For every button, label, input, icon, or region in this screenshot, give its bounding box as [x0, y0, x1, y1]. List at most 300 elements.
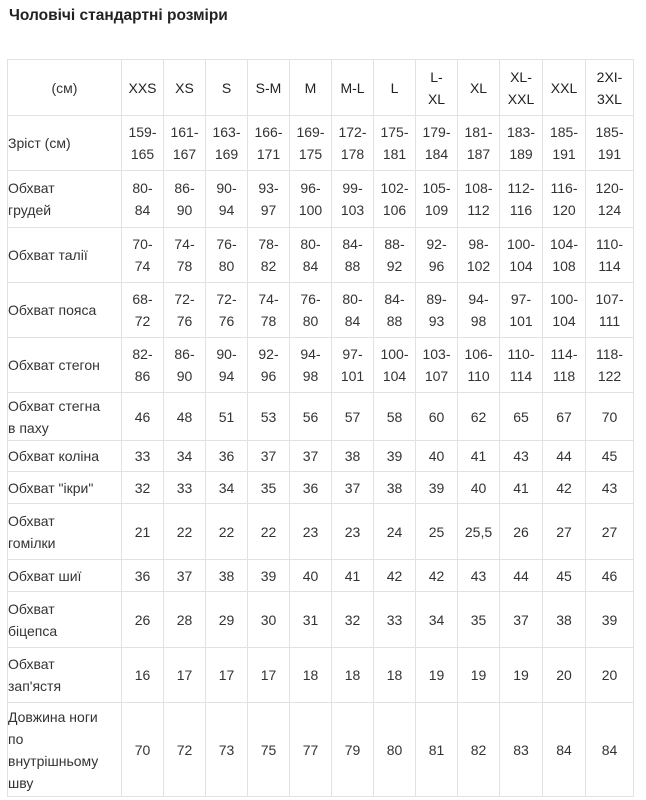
cell-text-line: 169 [214, 146, 239, 162]
cell-text-line: 39 [601, 611, 618, 628]
cell-text-line: 42 [556, 479, 572, 496]
table-cell [586, 504, 634, 560]
cell-text-line: 78- [258, 236, 279, 252]
table-cell [586, 393, 634, 441]
cell-text-line: 181- [464, 124, 493, 140]
cell-text-line: 109 [424, 202, 449, 218]
row-label [8, 472, 122, 504]
table-cell [206, 703, 248, 797]
table-cell [122, 592, 164, 648]
cell-text-line: 98- [468, 236, 489, 252]
cell-text-line: 27 [556, 523, 572, 540]
table-row [8, 592, 634, 648]
table-cell [374, 472, 416, 504]
cell-text-line: Обхват [8, 600, 55, 617]
table-cell [586, 703, 634, 797]
table-row [8, 472, 634, 504]
cell-text-line: 102 [466, 258, 491, 274]
cell-text-line: 44 [513, 567, 529, 584]
cell-text-line: 106 [382, 202, 407, 218]
table-cell [290, 228, 332, 283]
cell-text-line: 17 [260, 667, 277, 683]
table-cell [122, 171, 164, 228]
table-cell [332, 472, 374, 504]
table-cell [374, 283, 416, 338]
table-cell [543, 338, 586, 393]
table-cell [206, 592, 248, 648]
table-cell [164, 338, 206, 393]
table-cell [122, 703, 164, 797]
cell-text-line: 191 [552, 146, 576, 162]
table-cell [500, 472, 543, 504]
cell-text-line: 92- [258, 346, 279, 362]
cell-text-line: 183- [506, 124, 536, 140]
table-cell [206, 338, 248, 393]
cell-text-line: 43 [601, 479, 618, 496]
header-row [8, 60, 634, 116]
cell-text-line: 76- [216, 236, 237, 252]
cell-text-line: XL [427, 90, 446, 107]
table-cell [332, 338, 374, 393]
table-cell [122, 472, 164, 504]
cell-text-line: 23 [344, 523, 361, 540]
table-cell [416, 441, 458, 472]
table-cell [248, 703, 290, 797]
cell-text-line: 45 [601, 448, 618, 464]
cell-text-line: 80- [300, 236, 321, 252]
cell-text-line: 37 [260, 448, 277, 464]
table-cell [290, 472, 332, 504]
cell-text-line: 29 [218, 611, 235, 628]
table-cell [248, 441, 290, 472]
cell-text-line: 22 [176, 523, 193, 540]
cell-text-line: 42 [386, 567, 403, 584]
cell-text-line: 88 [386, 313, 403, 329]
row-label [8, 592, 122, 648]
cell-text-line: XXL [507, 90, 535, 107]
table-cell [458, 171, 500, 228]
cell-text-line: 185- [549, 124, 579, 140]
row-label [8, 504, 122, 560]
table-cell [500, 703, 543, 797]
cell-text-line: 93 [428, 313, 445, 329]
table-cell [374, 171, 416, 228]
table-cell [164, 441, 206, 472]
cell-text-line: 76 [218, 313, 235, 329]
cell-text-line: 27 [601, 523, 618, 540]
cell-text-line: 31 [302, 611, 319, 628]
cell-text-line: Довжина ноги [8, 708, 98, 725]
table-cell [500, 283, 543, 338]
table-cell [332, 648, 374, 703]
table-cell [290, 648, 332, 703]
table-cell [206, 648, 248, 703]
cell-text-line: 97- [342, 346, 363, 362]
cell-text-line: 17 [218, 667, 235, 683]
cell-text-line: 191 [597, 146, 622, 162]
table-cell [374, 560, 416, 592]
table-cell [122, 504, 164, 560]
row-label [8, 560, 122, 592]
row-label [8, 703, 122, 797]
table-cell [290, 441, 332, 472]
cell-text-line: 86 [134, 368, 151, 384]
table-cell [458, 228, 500, 283]
size-header [458, 60, 500, 116]
cell-text-line: XS [175, 79, 194, 96]
table-cell [500, 504, 543, 560]
cell-text-line: 184 [424, 146, 449, 162]
cell-text-line: 37 [344, 479, 361, 496]
table-cell [586, 592, 634, 648]
table-cell [543, 560, 586, 592]
cell-text-line: 34 [428, 611, 445, 628]
page-title: Чоловічі стандартні розміри [9, 7, 228, 24]
cell-text-line: 96 [260, 368, 277, 384]
cell-text-line: 32 [344, 611, 361, 628]
size-header [206, 60, 248, 116]
cell-text-line: 96- [300, 180, 321, 196]
cell-text-line: 70- [132, 236, 153, 252]
row-label [8, 648, 122, 703]
table-cell [586, 171, 634, 228]
cell-text-line: 67 [556, 408, 572, 425]
cell-text-line: 178 [340, 146, 365, 162]
cell-text-line: 107- [595, 291, 624, 307]
cell-text-line: 40 [302, 567, 319, 584]
cell-text-line: 114 [598, 258, 621, 274]
cell-text-line: 37 [302, 448, 319, 464]
table-cell [374, 441, 416, 472]
table-cell [500, 393, 543, 441]
cell-text-line: 80- [132, 180, 153, 196]
cell-text-line: 28 [176, 611, 193, 628]
table-cell [416, 703, 458, 797]
cell-text-line: 101 [509, 313, 533, 329]
table-cell [374, 648, 416, 703]
table-row [8, 116, 634, 171]
cell-text-line: 90- [216, 180, 237, 196]
cell-text-line: зап'ястя [8, 678, 62, 694]
table-cell [248, 283, 290, 338]
cell-text-line: 22 [260, 523, 277, 540]
table-cell [206, 171, 248, 228]
cell-text-line: 81 [428, 741, 445, 758]
cell-text-line: 19 [513, 667, 529, 683]
cell-text-line: S-M [255, 79, 282, 96]
table-cell [500, 441, 543, 472]
cell-text-line: 84 [601, 741, 618, 758]
table-cell [206, 472, 248, 504]
cell-text-line: 171 [256, 146, 281, 162]
cell-text-line: 120- [595, 180, 624, 196]
table-cell [500, 338, 543, 393]
cell-text-line: 124 [597, 202, 622, 218]
table-row [8, 504, 634, 560]
cell-text-line: 101 [340, 368, 365, 384]
table-cell [164, 228, 206, 283]
cell-text-line: XXL [550, 79, 578, 96]
cell-text-line: XL- [510, 68, 532, 85]
cell-text-line: 72- [174, 291, 195, 307]
table-cell [458, 504, 500, 560]
cell-text-line: S [221, 79, 232, 96]
table-cell [122, 560, 164, 592]
cell-text-line: 36 [134, 567, 151, 584]
cell-text-line: 100- [549, 291, 579, 307]
table-cell [543, 504, 586, 560]
unit-header: (см) [8, 60, 122, 116]
cell-text-line: 77 [302, 741, 319, 758]
cell-text-line: 187 [466, 146, 491, 162]
size-header [416, 60, 458, 116]
cell-text-line: 172- [338, 124, 367, 140]
cell-text-line: 108- [464, 180, 493, 196]
cell-text-line: 40 [428, 448, 445, 464]
row-label [8, 338, 122, 393]
cell-text-line: 42 [428, 567, 445, 584]
cell-text-line: 103 [340, 202, 365, 218]
cell-text-line: Обхват стегна [8, 397, 101, 414]
size-header [248, 60, 290, 116]
cell-text-line: 114 [509, 368, 533, 384]
cell-text-line: 86- [174, 180, 195, 196]
table-cell [458, 592, 500, 648]
cell-text-line: 70 [601, 408, 618, 425]
table-cell [416, 283, 458, 338]
table-cell [374, 592, 416, 648]
cell-text-line: 18 [386, 667, 403, 683]
cell-text-line: 43 [470, 567, 487, 584]
table-cell [332, 441, 374, 472]
table-cell [248, 560, 290, 592]
cell-text-line: 58 [386, 408, 403, 425]
cell-text-line: 35 [260, 479, 277, 496]
cell-text-line: 35 [470, 611, 487, 628]
cell-text-line: 74- [258, 291, 279, 307]
table-cell [332, 116, 374, 171]
cell-text-line: 189 [509, 146, 533, 162]
table-cell [416, 228, 458, 283]
table-cell [543, 283, 586, 338]
cell-text-line: XXS [128, 79, 157, 96]
cell-text-line: 100- [506, 236, 536, 252]
cell-text-line: 92 [386, 258, 403, 274]
table-cell [458, 393, 500, 441]
cell-text-line: Обхват "ікри" [8, 479, 94, 496]
size-table [7, 59, 634, 797]
table-row [8, 338, 634, 393]
cell-text-line: 86- [174, 346, 195, 362]
cell-text-line: 102- [380, 180, 409, 196]
table-cell [332, 228, 374, 283]
cell-text-line: 80 [218, 258, 235, 274]
cell-text-line: 39 [428, 479, 445, 496]
table-cell [586, 648, 634, 703]
cell-text-line: 112 [467, 202, 490, 218]
cell-text-line: 104- [549, 236, 579, 252]
cell-text-line: Зріст (см) [8, 135, 71, 151]
cell-text-line: 80- [342, 291, 363, 307]
cell-text-line: по [8, 730, 24, 747]
cell-text-line: L [390, 79, 399, 96]
table-body [8, 116, 634, 797]
cell-text-line: 122 [597, 368, 622, 384]
cell-text-line: 106- [464, 346, 493, 362]
table-cell [290, 504, 332, 560]
cell-text-line: 116 [509, 202, 533, 218]
table-cell [416, 504, 458, 560]
table-cell [458, 703, 500, 797]
table-cell [164, 592, 206, 648]
cell-text-line: Обхват [8, 180, 55, 196]
table-cell [543, 703, 586, 797]
table-cell [586, 228, 634, 283]
table-cell [543, 648, 586, 703]
cell-text-line: 179- [422, 124, 451, 140]
size-header [374, 60, 416, 116]
cell-text-line: 78 [176, 258, 193, 274]
cell-text-line: 94 [218, 368, 235, 384]
table-cell [290, 283, 332, 338]
table-row [8, 703, 634, 797]
cell-text-line: 25,5 [464, 523, 493, 540]
cell-text-line: 30 [260, 611, 277, 628]
cell-text-line: 22 [218, 523, 235, 540]
table-cell [248, 171, 290, 228]
size-header [543, 60, 586, 116]
table-cell [248, 504, 290, 560]
cell-text-line: 84 [344, 313, 361, 329]
cell-text-line: 90 [176, 202, 193, 218]
table-cell [206, 116, 248, 171]
table-cell [586, 560, 634, 592]
table-cell [248, 472, 290, 504]
cell-text-line: 74- [174, 236, 195, 252]
cell-text-line: 181 [382, 146, 407, 162]
cell-text-line: 18 [302, 667, 319, 683]
cell-text-line: Обхват [8, 656, 55, 672]
cell-text-line: 76 [176, 313, 193, 329]
table-cell [500, 648, 543, 703]
cell-text-line: 97- [510, 291, 532, 307]
cell-text-line: 92- [426, 236, 447, 252]
cell-text-line: 36 [302, 479, 319, 496]
cell-text-line: 159- [128, 124, 157, 140]
cell-text-line: 48 [176, 408, 193, 425]
table-cell [458, 283, 500, 338]
cell-text-line: 43 [513, 448, 529, 464]
cell-text-line: 74 [134, 258, 151, 274]
cell-text-line: 100 [298, 202, 323, 218]
size-header [332, 60, 374, 116]
table-cell [290, 393, 332, 441]
table-cell [374, 338, 416, 393]
table-cell [290, 116, 332, 171]
cell-text-line: 19 [428, 667, 445, 683]
cell-text-line: 21 [134, 523, 151, 540]
cell-text-line: 110 [467, 368, 490, 384]
table-cell [416, 171, 458, 228]
cell-text-line: L- [430, 68, 443, 85]
table-cell [586, 116, 634, 171]
table-cell [164, 703, 206, 797]
table-cell [500, 116, 543, 171]
cell-text-line: в паху [8, 419, 49, 436]
cell-text-line: 26 [134, 611, 151, 628]
cell-text-line: 120 [552, 202, 576, 218]
table-cell [458, 338, 500, 393]
table-cell [374, 228, 416, 283]
table-cell [164, 560, 206, 592]
cell-text-line: 46 [134, 408, 151, 425]
size-header [586, 60, 634, 116]
cell-text-line: 116- [550, 180, 578, 196]
table-cell [290, 338, 332, 393]
cell-text-line: M-L [340, 79, 365, 96]
table-cell [332, 393, 374, 441]
cell-text-line: 20 [556, 667, 572, 683]
table-cell [374, 504, 416, 560]
table-cell [164, 648, 206, 703]
table-cell [122, 283, 164, 338]
cell-text-line: 65 [513, 408, 529, 425]
table-row [8, 171, 634, 228]
table-cell [543, 171, 586, 228]
cell-text-line: 46 [601, 567, 618, 584]
table-row [8, 560, 634, 592]
cell-text-line: 118- [596, 346, 623, 362]
cell-text-line: 104 [509, 258, 533, 274]
cell-text-line: 114- [550, 346, 578, 362]
cell-text-line: 34 [218, 479, 235, 496]
table-cell [332, 171, 374, 228]
cell-text-line: 72 [134, 313, 151, 329]
cell-text-line: 41 [470, 448, 487, 464]
cell-text-line: Обхват стегон [8, 357, 100, 373]
cell-text-line: 38 [218, 567, 235, 584]
cell-text-line: 80 [386, 741, 403, 758]
cell-text-line: 175 [298, 146, 323, 162]
table-cell [458, 648, 500, 703]
table-cell [122, 116, 164, 171]
cell-text-line: 19 [470, 667, 487, 683]
cell-text-line: 41 [344, 567, 361, 584]
cell-text-line: 17 [176, 667, 193, 683]
cell-text-line: 39 [260, 567, 277, 584]
cell-text-line: 40 [470, 479, 487, 496]
cell-text-line: 82- [132, 346, 153, 362]
cell-text-line: біцепса [8, 622, 58, 639]
cell-text-line: 80 [302, 313, 319, 329]
table-cell [416, 338, 458, 393]
table-row [8, 283, 634, 338]
table-cell [206, 560, 248, 592]
cell-text-line: 167 [172, 146, 197, 162]
cell-text-line: Обхват коліна [8, 448, 100, 464]
cell-text-line: 34 [176, 448, 193, 464]
cell-text-line: 107 [424, 368, 449, 384]
cell-text-line: 60 [428, 408, 445, 425]
table-cell [122, 441, 164, 472]
cell-text-line: 3XL [597, 90, 622, 107]
cell-text-line: 84- [342, 236, 363, 252]
cell-text-line: 82 [470, 741, 487, 758]
table-cell [543, 228, 586, 283]
cell-text-line: 112- [507, 180, 535, 196]
cell-text-line: 18 [344, 667, 361, 683]
cell-text-line: 111 [598, 313, 621, 329]
